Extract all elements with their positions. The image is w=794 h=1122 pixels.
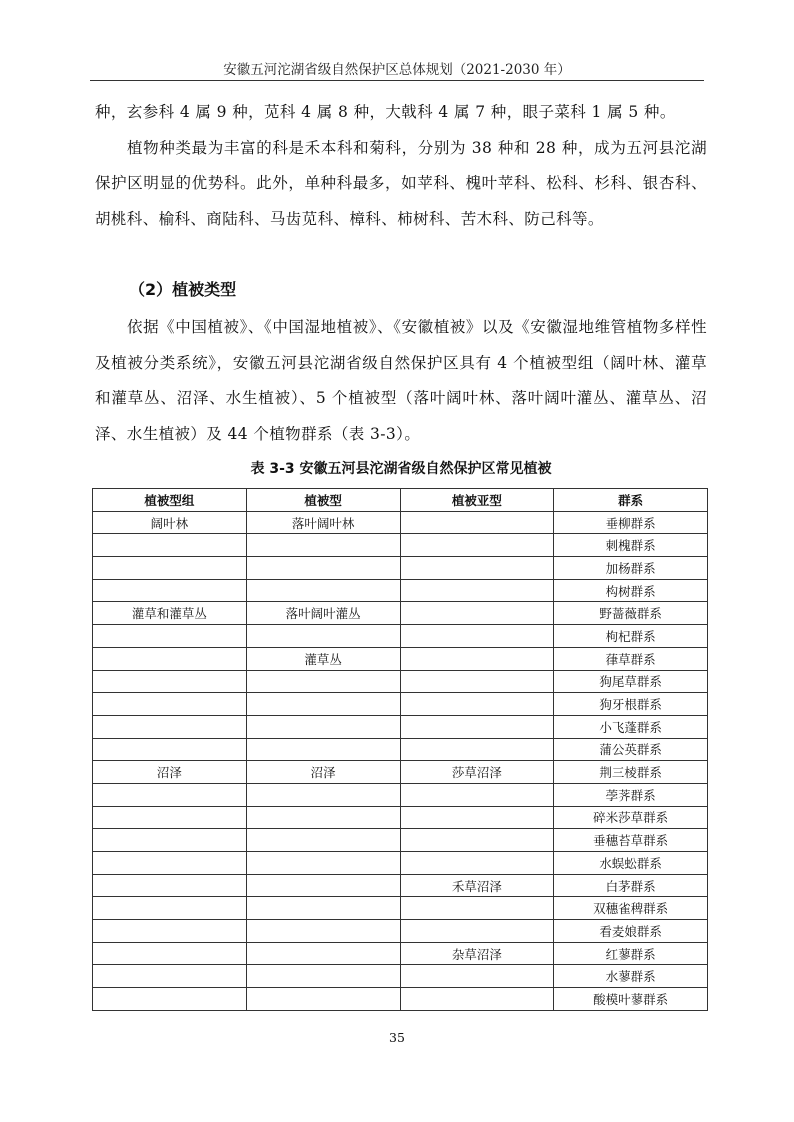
header-rule [90,80,704,81]
table-cell [400,557,554,580]
table-cell: 狗尾草群系 [554,670,708,693]
table-row [93,965,708,988]
table-row [93,557,708,580]
table-cell [400,579,554,602]
table-cell [93,647,247,670]
table-cell [93,806,247,829]
body-text-vegetation [95,310,707,452]
table-cell [246,965,400,988]
table-cell: 垂穗苔草群系 [554,829,708,852]
table-cell [400,965,554,988]
table-cell: 水蓼群系 [554,965,708,988]
table-cell [246,988,400,1011]
table-row [93,534,708,557]
table-cell: 沼泽 [246,761,400,784]
paragraph-vegetation-types: 依据《中国植被》、《中国湿地植被》、《安徽植被》以及《安徽湿地维管植物多样性及植被分类系统》，安徽五河县沱湖省级自然保护区具有 4 个植被型组（阔叶林、灌草和灌草丛、沼泽、水生植被）、5 个植被型（落叶阔叶林、落叶阔叶灌丛、灌草丛、沼泽、水生植被）及 44 个植物群系（表 3-3）。 [95,318,707,443]
table-cell [93,625,247,648]
table-cell [246,783,400,806]
table-row [93,942,708,965]
table-cell [246,829,400,852]
table-cell [246,557,400,580]
table-cell: 灌草丛 [246,647,400,670]
table-cell [246,693,400,716]
table-cell [93,965,247,988]
table-cell [400,715,554,738]
table-cell: 小飞蓬群系 [554,715,708,738]
table-cell: 阔叶林 [93,511,247,534]
table-cell [246,625,400,648]
table-cell [246,715,400,738]
table-cell [400,534,554,557]
column-header: 植被型组 [93,489,247,512]
vegetation-table [92,488,708,1011]
table-cell: 狗牙根群系 [554,693,708,716]
table-cell: 碎米莎草群系 [554,806,708,829]
table-row [93,693,708,716]
table-cell [400,647,554,670]
table-cell: 红蓼群系 [554,942,708,965]
table-cell [246,738,400,761]
table-row [93,988,708,1011]
table-cell: 灌草和灌草丛 [93,602,247,625]
table-cell [246,897,400,920]
table-cell: 荆三棱群系 [554,761,708,784]
table-row [93,715,708,738]
table-cell: 落叶阔叶林 [246,511,400,534]
table-row [93,738,708,761]
table-cell: 酸模叶蓼群系 [554,988,708,1011]
table-cell [93,557,247,580]
paragraph-family-counts: 种，玄参科 4 属 9 种，苋科 4 属 8 种，大戟科 4 属 7 种，眼子菜科 1 属 5 种。 [95,103,676,121]
table-cell: 沼泽 [93,761,247,784]
running-header: 安徽五河沱湖省级自然保护区总体规划（2021-2030 年） [223,62,571,78]
table-cell: 白茅群系 [554,874,708,897]
table-cell [400,511,554,534]
table-cell [93,738,247,761]
table-cell [400,602,554,625]
table-cell [93,534,247,557]
table-caption: 表 3-3 安徽五河县沱湖省级自然保护区常见植被 [250,461,552,477]
column-header: 群系 [554,489,708,512]
table-cell [400,806,554,829]
table-cell: 刺槐群系 [554,534,708,557]
table-cell [93,852,247,875]
table-cell [400,625,554,648]
table-row [93,761,708,784]
table-cell [400,783,554,806]
table-cell: 垂柳群系 [554,511,708,534]
table-row [93,625,708,648]
table-cell [246,579,400,602]
column-header: 植被型 [246,489,400,512]
table-cell [400,693,554,716]
table-cell [93,783,247,806]
table-row [93,511,708,534]
table-row [93,852,708,875]
table-cell [93,988,247,1011]
table-cell [93,715,247,738]
table-cell [400,988,554,1011]
table-cell [246,534,400,557]
table-cell [400,897,554,920]
table-cell: 杂草沼泽 [400,942,554,965]
table-cell [93,897,247,920]
table-cell [246,874,400,897]
table-cell: 蒲公英群系 [554,738,708,761]
table-cell [93,874,247,897]
table-cell [93,920,247,943]
table-cell [93,829,247,852]
table-cell: 加杨群系 [554,557,708,580]
table-cell [400,920,554,943]
table-row [93,602,708,625]
table-cell: 看麦娘群系 [554,920,708,943]
table-cell [400,670,554,693]
table-cell: 禾草沼泽 [400,874,554,897]
table-row [93,647,708,670]
table-row [93,920,708,943]
table-cell [93,579,247,602]
table-cell [246,670,400,693]
table-cell: 葎草群系 [554,647,708,670]
table-cell: 莎草沼泽 [400,761,554,784]
table-cell [400,738,554,761]
table-cell: 双穗雀稗群系 [554,897,708,920]
table-cell [400,852,554,875]
table-cell [93,942,247,965]
table-row [93,670,708,693]
table-cell [400,829,554,852]
table-cell [246,806,400,829]
table-cell: 枸杞群系 [554,625,708,648]
table-row [93,897,708,920]
table-cell [246,942,400,965]
table-cell: 落叶阔叶灌丛 [246,602,400,625]
table-cell: 构树群系 [554,579,708,602]
table-cell [246,920,400,943]
table-cell [93,670,247,693]
body-text-top [95,95,707,237]
table-cell: 荸荠群系 [554,783,708,806]
table-row [93,829,708,852]
section-heading: （2）植被类型 [129,280,237,299]
table-cell [93,693,247,716]
table-row [93,874,708,897]
table-row [93,579,708,602]
table-body [93,511,708,1010]
table-row [93,806,708,829]
paragraph-dominant-families: 植物种类最为丰富的科是禾本科和菊科，分别为 38 种和 28 种，成为五河县沱湖保护区明显的优势科。此外，单种科最多，如苹科、槐叶苹科、松科、杉科、银杏科、胡桃科、榆科、商陆科、马齿苋科、樟科、柿树科、苦木科、防己科等。 [95,138,707,228]
table-cell [246,852,400,875]
table-header-row [93,489,708,512]
table-cell: 水蜈蚣群系 [554,852,708,875]
table-row [93,783,708,806]
page-number: 35 [389,1030,405,1045]
column-header: 植被亚型 [400,489,554,512]
table-cell: 野蔷薇群系 [554,602,708,625]
